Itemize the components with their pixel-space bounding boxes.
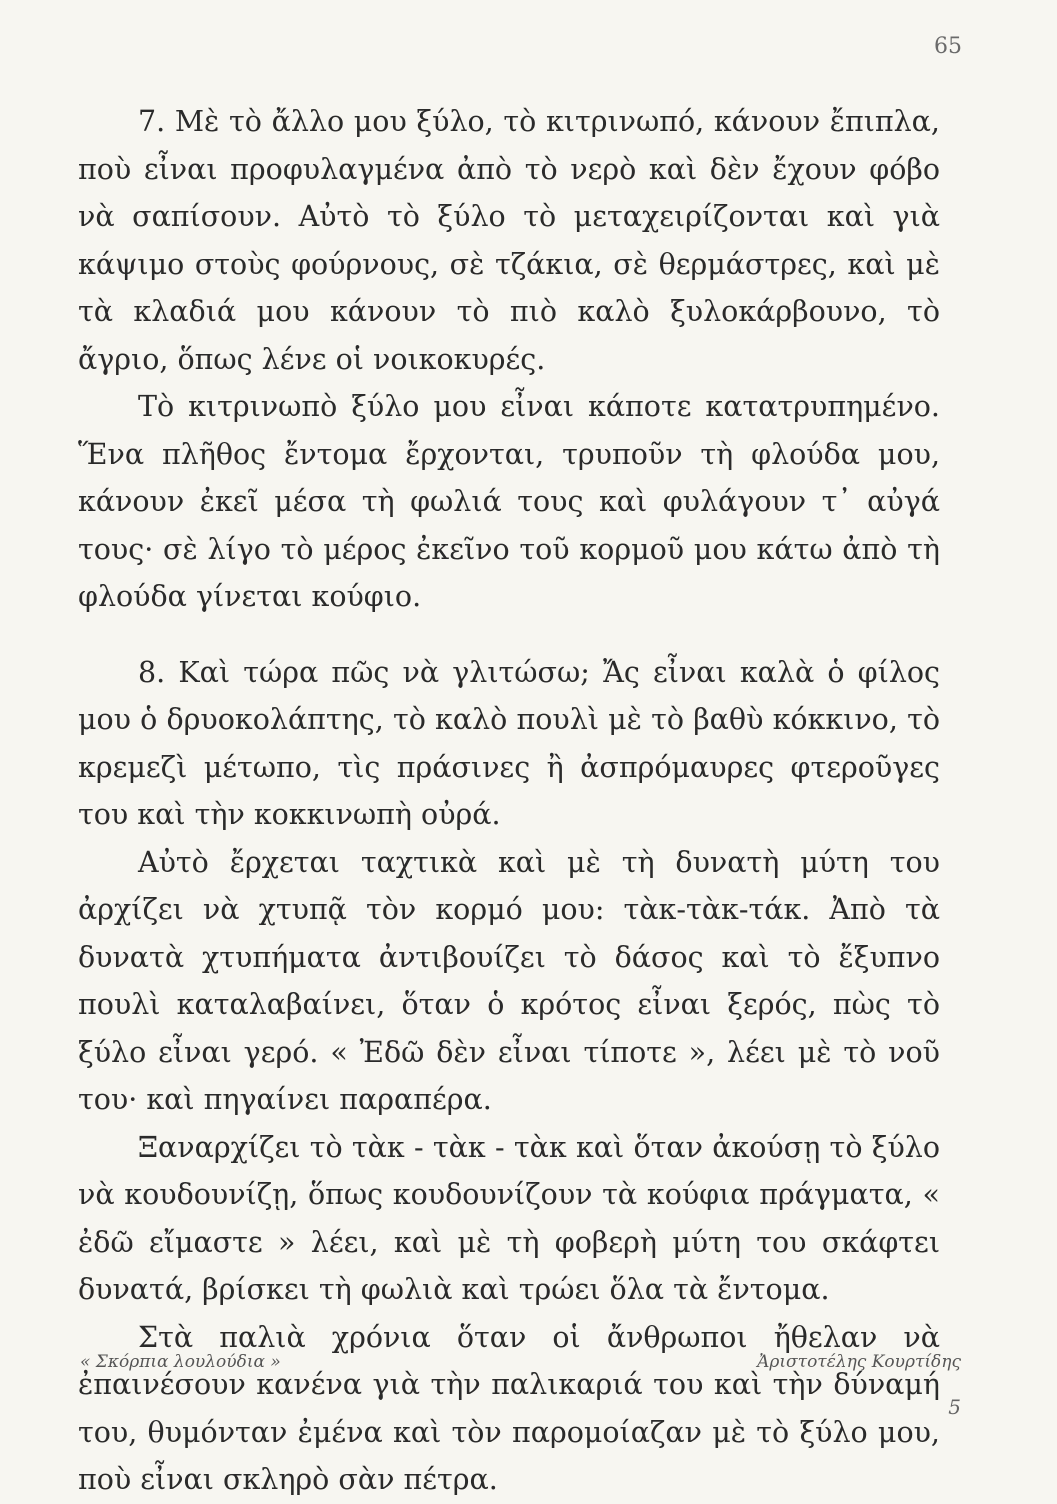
page-number: 65 xyxy=(934,34,962,59)
paragraph-8: 8. Καὶ τώρα πῶς νὰ γλιτώσω; Ἄς εἶναι καλὰ ὁ φίλος μου ὁ δρυοκολάπτης, τὸ καλὸ πουλὶ μὲ τὸ βαθὺ κόκκινο, τὸ κρεμεζὶ μέτωπο, τὶς πράσινες ἢ ἀσπρόμαυρες φτεροῦγες του καὶ τὴν κοκκινωπὴ οὐρά. xyxy=(78,655,940,831)
attribution xyxy=(80,1352,961,1382)
paragraph-7: 7. Μὲ τὸ ἄλλο μου ξύλο, τὸ κιτρινωπό, κάνουν ἔπιπλα, ποὺ εἶναι προφυλαγμένα ἀπὸ τὸ νερὸ καὶ δὲν ἔχουν φόβο νὰ σαπίσουν. Αὐτὸ τὸ ξύλο τὸ μεταχειρίζονται καὶ γιὰ κάψιμο στοὺς φούρνους, σὲ τζάκια, σὲ θερμάστρες, καὶ μὲ τὰ κλαδιά μου κάνουν τὸ πιὸ καλὸ ξυλοκάρβουνο, τὸ ἄγριο, ὅπως λένε οἱ νοικοκυρές. xyxy=(78,105,940,376)
paragraph-old-times: Στὰ παλιὰ χρόνια ὅταν οἱ ἄνθρωποι ἤθελαν νὰ ἐπαινέσουν κανένα γιὰ τὴν παλικαριά του καὶ τὴν δύναμή του, θυμόνταν ἐμένα καὶ τὸν παρομοίαζαν μὲ τὸ ξύλο μου, ποὺ εἶναι σκληρὸ σὰν πέτρα. xyxy=(78,1320,940,1496)
paragraph-tak-tak: Ξαναρχίζει τὸ τὰκ - τὰκ - τὰκ καὶ ὅταν ἀκούσῃ τὸ ξύλο νὰ κουδουνίζῃ, ὅπως κουδουνίζουν τὰ κούφια πράγματα, « ἐδῶ εἴμαστε » λέει, καὶ μὲ τὴ φοβερὴ μύτη του σκάφτει δυνατά, βρίσκει τὴ φωλιὰ καὶ τρώει ὅλα τὰ ἔντομα. xyxy=(78,1130,940,1306)
source-title: « Σκόρπια λουλούδια » xyxy=(80,1352,281,1372)
paragraph-insects: Τὸ κιτρινωπὸ ξύλο μου εἶναι κάποτε κατατρυπημένο. Ἕνα πλῆθος ἔντομα ἔρχονται, τρυποῦν τὴ φλούδα μου, κάνουν ἐκεῖ μέσα τὴ φωλιά τους καὶ φυλάγουν τ᾿ αὐγά τους· σὲ λίγο τὸ μέρος ἐκεῖνο τοῦ κορμοῦ μου κάτω ἀπὸ τὴ φλούδα γίνεται κούφιο. xyxy=(78,390,940,613)
paragraph-woodpecker: Αὐτὸ ἔρχεται ταχτικὰ καὶ μὲ τὴ δυνατὴ μύτη του ἀρχίζει νὰ χτυπᾷ τὸν κορμό μου: τὰκ-τὰκ-τάκ. Ἀπὸ τὰ δυνατὰ χτυπήματα ἀντιβουίζει τὸ δάσος καὶ τὸ ἔξυπνο πουλὶ καταλαβαίνει, ὅταν ὁ κρότος εἶναι ξερός, πὼς τὸ ξύλο εἶναι γερό. « Ἐδῶ δὲν εἶναι τίποτε », λέει μὲ τὸ νοῦ του· καὶ πηγαίνει παραπέρα. xyxy=(78,845,940,1116)
body-text xyxy=(78,98,940,1504)
author-name: Ἀριστοτέλης Κουρτίδης xyxy=(757,1352,961,1372)
signature-mark: 5 xyxy=(948,1395,961,1419)
